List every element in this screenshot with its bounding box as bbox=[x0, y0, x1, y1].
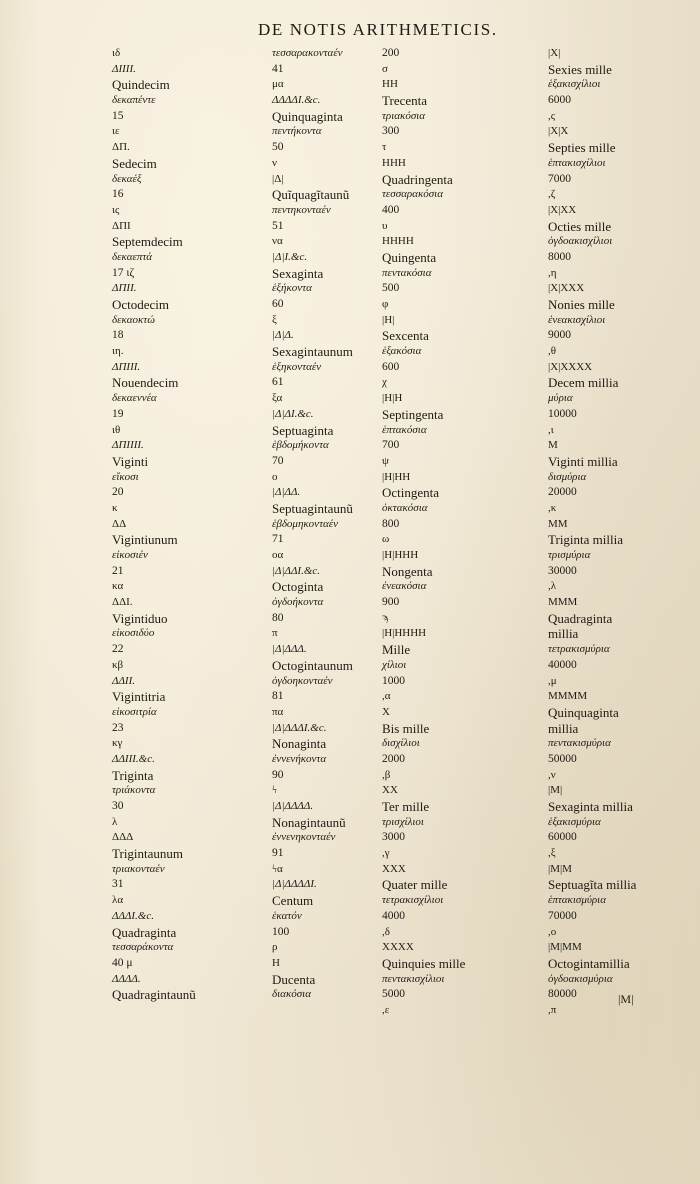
table-line: Triginta bbox=[112, 767, 154, 783]
table-line: 7000 bbox=[548, 172, 571, 185]
table-line: |H|H bbox=[382, 392, 403, 405]
table-line: 51 bbox=[272, 219, 284, 232]
table-line: 71 bbox=[272, 533, 284, 546]
table-line: Nonaginta bbox=[272, 736, 327, 752]
table-line: ἐννενηκονταέν bbox=[272, 831, 336, 844]
table-line: ϟα bbox=[272, 862, 283, 875]
table-line: HHHH bbox=[382, 235, 414, 248]
table-line: Trecenta bbox=[382, 93, 428, 109]
table-line: ὀγδοήκοντα bbox=[272, 596, 324, 609]
table-line: Sedecim bbox=[112, 155, 157, 171]
table-line: ἑκατόν bbox=[272, 909, 302, 922]
table-line: 400 bbox=[382, 203, 400, 216]
table-line: Octingenta bbox=[382, 485, 440, 501]
table-line: τριακονταέν bbox=[112, 862, 165, 875]
table-line: 50 bbox=[272, 141, 284, 154]
table-line: Octodecim bbox=[112, 297, 170, 312]
table-line: Quadraginta bbox=[112, 924, 177, 940]
table-line: Quadringenta bbox=[382, 171, 453, 187]
table-line: |H|HHH bbox=[382, 549, 419, 561]
table-line: ,ζ bbox=[548, 188, 556, 201]
table-line: ἑβδομήκοντα bbox=[272, 439, 329, 452]
table-line: ,π bbox=[548, 1003, 557, 1016]
table-line: Octogintamillia bbox=[548, 955, 630, 971]
table-line: 8000 bbox=[548, 250, 571, 263]
table-line: H bbox=[272, 956, 280, 969]
table-line: 1000 bbox=[382, 674, 405, 687]
table-line: 100 bbox=[272, 925, 290, 938]
table-line: |Δ|ΔΔΔ. bbox=[272, 643, 307, 656]
table-line: Vigintitria bbox=[112, 689, 166, 705]
table-line: δεκαεπτά bbox=[112, 250, 153, 263]
table-line: χ bbox=[382, 376, 387, 389]
table-line: οα bbox=[272, 549, 284, 561]
table-line: κγ bbox=[112, 737, 123, 750]
table-line: τριάκοντα bbox=[112, 784, 156, 797]
table-line: ω bbox=[382, 533, 390, 546]
table-line: πεντακόσια bbox=[382, 266, 432, 279]
table-line: χίλιοι bbox=[382, 658, 407, 671]
table-line: |M|M bbox=[548, 862, 572, 875]
table-line: Nonagintaunũ bbox=[272, 814, 346, 830]
table-line: ξα bbox=[272, 392, 283, 405]
table-line: ,ι bbox=[548, 423, 554, 436]
table-line: 60000 bbox=[548, 831, 577, 844]
table-line: π bbox=[272, 627, 278, 640]
table-line: MM bbox=[548, 517, 568, 530]
table-line: ἑξακόσια bbox=[382, 345, 422, 358]
table-line: Vigintiunum bbox=[112, 532, 178, 548]
table-line: Quadraginta bbox=[548, 610, 613, 626]
table-line: ,γ bbox=[382, 847, 390, 860]
table-line: ρ bbox=[272, 941, 278, 954]
table-line: ἑπτακόσια bbox=[382, 423, 427, 436]
table-line: ν bbox=[272, 156, 277, 169]
table-line: ,ς bbox=[548, 109, 556, 122]
table-line: ὀκτακόσια bbox=[382, 501, 428, 514]
table-line: 3000 bbox=[382, 831, 405, 844]
table-line: ἐνεακισχίλιοι bbox=[548, 313, 606, 326]
table-line: 19 bbox=[112, 407, 124, 420]
table-line: τεσσαρακόσια bbox=[382, 188, 443, 201]
table-line: ἑπτακισμύρια bbox=[548, 894, 606, 907]
table-line: Ducenta bbox=[272, 971, 316, 987]
table-line: millia bbox=[548, 720, 579, 736]
table-line: μα bbox=[272, 78, 284, 91]
table-line: τετρακισμύρια bbox=[548, 643, 610, 656]
table-line: Septemdecim bbox=[112, 234, 183, 250]
table-line: |Δ|ΔΔΔI.&c. bbox=[272, 721, 327, 734]
table-line: 70 bbox=[272, 454, 284, 467]
table-line: Quinquaginta bbox=[272, 108, 343, 124]
table-line: 91 bbox=[272, 847, 284, 860]
table-line: |Δ|ΔΔΔΔI. bbox=[272, 878, 317, 891]
table-line: εἰκοσιέν bbox=[112, 549, 148, 561]
table-line: Nouendecim bbox=[112, 375, 179, 391]
table-line: ΔΠ. bbox=[112, 141, 130, 154]
table-line: |Δ|I.&c. bbox=[272, 250, 308, 263]
table-line: Quinquaginta bbox=[548, 704, 619, 720]
table-line: κ bbox=[112, 501, 118, 514]
table-line: 900 bbox=[382, 596, 400, 609]
table-line: ἑξακισχίλιοι bbox=[548, 78, 601, 91]
table-line: τεσσαρακονταέν bbox=[272, 47, 343, 59]
table-line: 200 bbox=[382, 47, 400, 59]
table-line: Centum bbox=[272, 893, 314, 909]
table-line: ιθ bbox=[112, 423, 121, 436]
column-3 bbox=[382, 46, 547, 1019]
table-line: ἐννενήκοντα bbox=[272, 752, 327, 765]
table-line: Ter mille bbox=[382, 799, 430, 814]
table-line: ἑξακισμύρια bbox=[548, 815, 601, 828]
side-mark: |M| bbox=[618, 992, 634, 1006]
column-4 bbox=[548, 46, 698, 1019]
table-line: X bbox=[382, 705, 390, 718]
table-line: ΔΠIIII. bbox=[112, 439, 144, 452]
table-line: εἴκοσι bbox=[112, 470, 139, 483]
table-line: ὀγδοακισχίλιοι bbox=[548, 235, 613, 248]
table-line: τρισχίλιοι bbox=[382, 815, 424, 828]
table-line: ΔΠI bbox=[112, 219, 131, 232]
table-line: 21 bbox=[112, 564, 124, 577]
table-line: 500 bbox=[382, 282, 400, 295]
table-line: ,ξ bbox=[548, 847, 556, 860]
table-line: πα bbox=[272, 705, 284, 718]
table-line: 31 bbox=[112, 878, 124, 891]
table-line: ΔΔΔI.&c. bbox=[112, 909, 154, 922]
table-line: Nongenta bbox=[382, 563, 433, 579]
table-line: |Δ| bbox=[272, 172, 284, 185]
table-line: XXX bbox=[382, 862, 406, 875]
table-line: τετρακισχίλιοι bbox=[382, 894, 444, 907]
table-line: 40 μ bbox=[112, 956, 133, 969]
table-line: Octoginta bbox=[272, 579, 324, 595]
table-line: ΔΔΔΔ. bbox=[112, 972, 141, 985]
table-line: Vigintiduo bbox=[112, 610, 168, 626]
table-line: εἰκοσιτρία bbox=[112, 705, 157, 718]
table-line: δεκαέξ bbox=[112, 172, 142, 185]
table-line: |Δ|ΔI.&c. bbox=[272, 407, 314, 420]
table-line: 600 bbox=[382, 360, 400, 373]
table-line: |X|XXXX bbox=[548, 360, 593, 373]
table-line: τ bbox=[382, 141, 387, 154]
table-line: 700 bbox=[382, 439, 400, 452]
table-line: 23 bbox=[112, 721, 124, 734]
table-line: 300 bbox=[382, 125, 400, 138]
table-line: πεντήκοντα bbox=[272, 125, 322, 138]
table-line: διακόσια bbox=[272, 988, 311, 1001]
table-line: Sexcenta bbox=[382, 328, 429, 344]
table-line: δεκαπέντε bbox=[112, 94, 156, 107]
table-line: Quingenta bbox=[382, 249, 437, 265]
table-line: ΔΔIII.&c. bbox=[112, 752, 155, 765]
table-line: δεκαεννέα bbox=[112, 392, 157, 405]
table-line: Quadragintaunũ bbox=[112, 987, 196, 1003]
table-line: δισμύρια bbox=[548, 470, 587, 483]
table-line: πεντακισχίλιοι bbox=[382, 972, 445, 985]
table-line: ιε bbox=[112, 125, 120, 138]
table-line: να bbox=[272, 235, 283, 248]
table-line: ἐνεακόσια bbox=[382, 580, 427, 593]
table-line: HH bbox=[382, 78, 398, 91]
table-line: M bbox=[548, 439, 558, 452]
table-line: Octogintaunum bbox=[272, 657, 353, 673]
table-line: ,ν bbox=[548, 768, 556, 781]
table-line: MMM bbox=[548, 596, 578, 609]
table-line: XX bbox=[382, 784, 398, 797]
table-line: ἑξήκοντα bbox=[272, 282, 312, 295]
table-line: τρισμύρια bbox=[548, 549, 591, 561]
table-line: ὀγδοακισμύρια bbox=[548, 972, 613, 985]
table-line: millia bbox=[548, 626, 579, 642]
table-line: Mille bbox=[382, 642, 411, 658]
table-line: ἑβδομηκονταέν bbox=[272, 517, 338, 530]
table-line: |X|X bbox=[548, 125, 569, 138]
table-line: |M| bbox=[548, 784, 563, 797]
table-line: 40000 bbox=[548, 658, 577, 671]
table-line: |Δ|ΔΔΔΔ. bbox=[272, 800, 314, 812]
table-line: 5000 bbox=[382, 988, 405, 1001]
table-line: Viginti bbox=[112, 453, 149, 469]
table-line: |H|HHHH bbox=[382, 627, 427, 640]
table-line: Quater mille bbox=[382, 877, 448, 893]
table-line: MMMM bbox=[548, 690, 588, 703]
table-line: Trigintaunum bbox=[112, 846, 184, 862]
table-line: ,β bbox=[382, 768, 391, 781]
table-line: HHH bbox=[382, 156, 406, 169]
table-line: 41 bbox=[272, 62, 284, 75]
table-line: Quindecim bbox=[112, 77, 170, 93]
table-line: ,α bbox=[382, 690, 391, 703]
table-line: 800 bbox=[382, 517, 400, 530]
table-line: λα bbox=[112, 894, 124, 907]
table-line: 30000 bbox=[548, 564, 577, 577]
table-line: Septuaginta bbox=[272, 422, 334, 438]
table-line: ξ bbox=[272, 313, 277, 326]
table-line: Septuagĩta millia bbox=[548, 877, 637, 893]
table-line: Septuagintaunũ bbox=[272, 500, 353, 516]
table-line: πεντακισμύρια bbox=[548, 737, 611, 750]
table-line: ,κ bbox=[548, 501, 557, 514]
table-line: ,η bbox=[548, 266, 557, 279]
table-line: ις bbox=[112, 203, 120, 216]
table-line: 80 bbox=[272, 611, 284, 624]
table-line: ιδ bbox=[112, 47, 121, 59]
column-1 bbox=[112, 46, 272, 1003]
table-line: ΔΠIII. bbox=[112, 360, 141, 373]
table-line: ΔΔΔ bbox=[112, 831, 134, 844]
table-line: Triginta millia bbox=[548, 532, 623, 548]
table-line: XXXX bbox=[382, 941, 414, 954]
table-line: ΔIIII. bbox=[112, 62, 136, 75]
table-line: 30 bbox=[112, 800, 124, 812]
table-line: Decem millia bbox=[548, 375, 619, 391]
table-line: 15 bbox=[112, 109, 124, 122]
table-line: λ bbox=[112, 815, 118, 828]
table-line: |Δ|ΔΔI.&c. bbox=[272, 564, 321, 577]
table-line: 80000 bbox=[548, 988, 577, 1001]
table-line: ϡ bbox=[382, 611, 389, 624]
table-line: Septies mille bbox=[548, 140, 616, 156]
table-line: φ bbox=[382, 298, 389, 310]
table-line: σ bbox=[382, 62, 388, 75]
table-line: Sexies mille bbox=[548, 61, 612, 77]
table-line: Viginti millia bbox=[548, 453, 618, 469]
table-line: 9000 bbox=[548, 329, 571, 342]
table-line: ΔΔI. bbox=[112, 596, 133, 609]
table-line: 18 bbox=[112, 329, 124, 342]
table-line: 22 bbox=[112, 643, 124, 656]
table-line: τεσσαράκοντα bbox=[112, 941, 174, 954]
table-line: |H| bbox=[382, 313, 395, 326]
table-line: κβ bbox=[112, 658, 124, 671]
table-line: |X|XXX bbox=[548, 282, 585, 295]
table-line: ,ο bbox=[548, 925, 557, 938]
table-line: 20 bbox=[112, 486, 124, 499]
table-line: εἰκοσιδύο bbox=[112, 627, 155, 640]
table-line: 61 bbox=[272, 376, 284, 389]
table-line: Sexagintaunum bbox=[272, 344, 353, 360]
table-line: ,δ bbox=[382, 925, 390, 938]
table-line: Sexaginta bbox=[272, 265, 324, 281]
table-line: ὀγδοηκονταέν bbox=[272, 674, 333, 687]
table-line: |M|MM bbox=[548, 941, 582, 954]
table-line: ἑπτακισχίλιοι bbox=[548, 156, 606, 169]
table-line: ψ bbox=[382, 454, 389, 467]
table-line: Quinquies mille bbox=[382, 955, 466, 971]
table-line: ἑξηκονταέν bbox=[272, 360, 322, 373]
running-head: DE NOTIS ARITHMETICIS. bbox=[258, 20, 498, 39]
table-line: υ bbox=[382, 219, 388, 232]
table-line: Sexaginta millia bbox=[548, 799, 633, 814]
table-line: Octies mille bbox=[548, 218, 612, 234]
table-line: ΔΔII. bbox=[112, 674, 135, 687]
table-line: πεντηκονταέν bbox=[272, 203, 331, 216]
table-line: |X| bbox=[548, 47, 561, 59]
table-line: δεκαοκτώ bbox=[112, 313, 155, 326]
table-line: τριακόσια bbox=[382, 109, 426, 122]
table-line: |X|XX bbox=[548, 203, 577, 216]
table-line: κα bbox=[112, 580, 124, 593]
table-line: ,μ bbox=[548, 674, 557, 687]
table-line: ,ε bbox=[382, 1003, 390, 1016]
table-line: ΔΔΔΔI.&c. bbox=[272, 94, 321, 107]
table-line: |Δ|ΔΔ. bbox=[272, 486, 301, 499]
table-line: Nonies mille bbox=[548, 297, 615, 312]
table-line: ΔΠII. bbox=[112, 282, 137, 295]
table-line: 10000 bbox=[548, 407, 577, 420]
table-line: |Δ|Δ. bbox=[272, 329, 294, 342]
table-line: 16 bbox=[112, 188, 124, 201]
table-line: ιη. bbox=[112, 345, 124, 358]
table-line: ϟ bbox=[272, 784, 277, 797]
table-line: 2000 bbox=[382, 752, 405, 765]
table-line: δισχίλιοι bbox=[382, 737, 420, 750]
table-line: 4000 bbox=[382, 909, 405, 922]
table-line: 81 bbox=[272, 690, 284, 703]
table-line: ,θ bbox=[548, 345, 557, 358]
table-line: μύρια bbox=[548, 392, 573, 405]
table-line: 20000 bbox=[548, 486, 577, 499]
table-line: 50000 bbox=[548, 752, 577, 765]
table-line: 17 ιζ bbox=[112, 266, 135, 279]
table-line: |H|HH bbox=[382, 470, 411, 483]
table-line: 90 bbox=[272, 768, 284, 781]
table-line: Bis mille bbox=[382, 720, 430, 736]
table-line: 70000 bbox=[548, 909, 577, 922]
table-line: Septingenta bbox=[382, 406, 444, 422]
table-line: Quĩquagĩtaunũ bbox=[272, 187, 350, 203]
table-line: ,λ bbox=[548, 580, 557, 593]
table-line: ο bbox=[272, 470, 278, 483]
table-line: ΔΔ bbox=[112, 517, 127, 530]
table-line: 6000 bbox=[548, 94, 571, 107]
column-2 bbox=[272, 46, 382, 1003]
table-line: 60 bbox=[272, 298, 284, 310]
